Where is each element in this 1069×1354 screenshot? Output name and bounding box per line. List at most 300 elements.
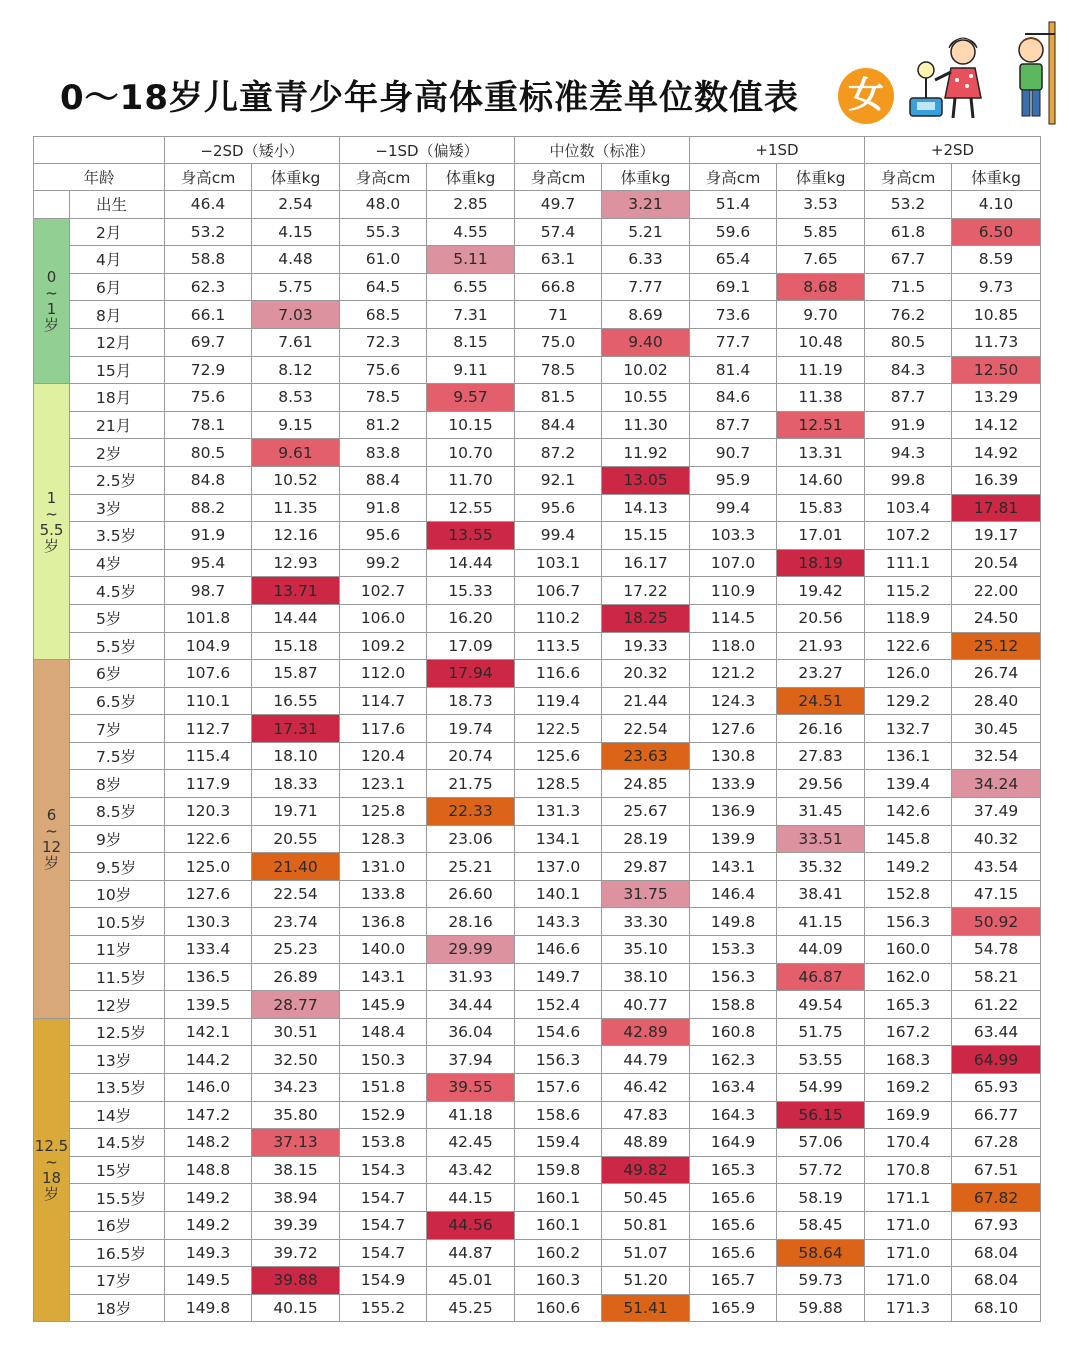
weight-cell: 16.17 bbox=[602, 549, 690, 577]
weight-cell: 14.60 bbox=[777, 466, 865, 494]
age-cell: 16岁 bbox=[70, 1211, 165, 1239]
table-row bbox=[34, 384, 1041, 412]
table-row bbox=[34, 301, 1041, 329]
height-cell: 102.7 bbox=[340, 577, 427, 605]
weight-cell: 16.55 bbox=[252, 687, 340, 715]
height-cell: 99.2 bbox=[340, 549, 427, 577]
weight-cell: 10.48 bbox=[777, 328, 865, 356]
header-row-sd-groups bbox=[34, 137, 1041, 164]
weight-cell: 57.72 bbox=[777, 1156, 865, 1184]
height-cell: 77.7 bbox=[690, 328, 777, 356]
age-group-label-line: ~ bbox=[45, 821, 58, 840]
height-cell: 92.1 bbox=[515, 466, 602, 494]
weight-cell: 20.32 bbox=[602, 660, 690, 688]
table-row bbox=[34, 1267, 1041, 1295]
height-cell: 61.0 bbox=[340, 246, 427, 274]
height-cell: 153.8 bbox=[340, 1129, 427, 1157]
height-cell: 110.9 bbox=[690, 577, 777, 605]
height-cell: 95.4 bbox=[165, 549, 252, 577]
weight-cell: 38.94 bbox=[252, 1184, 340, 1212]
table-row bbox=[34, 1046, 1041, 1074]
height-cell: 149.3 bbox=[165, 1239, 252, 1267]
female-badge: 女 bbox=[838, 68, 894, 124]
table-row bbox=[34, 1129, 1041, 1157]
height-cell: 151.8 bbox=[340, 1074, 427, 1102]
height-cell: 170.8 bbox=[865, 1156, 952, 1184]
height-cell: 148.2 bbox=[165, 1129, 252, 1157]
age-cell: 出生 bbox=[70, 191, 165, 219]
weight-cell: 31.93 bbox=[427, 963, 515, 991]
height-cell: 46.4 bbox=[165, 191, 252, 219]
age-group-label bbox=[34, 660, 70, 1019]
height-cell: 149.2 bbox=[865, 853, 952, 881]
height-cell: 136.9 bbox=[690, 798, 777, 826]
height-cell: 156.3 bbox=[865, 908, 952, 936]
weight-cell: 4.55 bbox=[427, 218, 515, 246]
height-cell: 136.1 bbox=[865, 742, 952, 770]
age-cell: 13岁 bbox=[70, 1046, 165, 1074]
table-row bbox=[34, 687, 1041, 715]
weight-cell: 21.75 bbox=[427, 770, 515, 798]
age-cell: 4.5岁 bbox=[70, 577, 165, 605]
weight-cell: 8.59 bbox=[952, 246, 1041, 274]
weight-cell: 22.54 bbox=[602, 715, 690, 743]
height-cell: 160.0 bbox=[865, 936, 952, 964]
table-row bbox=[34, 660, 1041, 688]
height-cell: 83.8 bbox=[340, 439, 427, 467]
weight-cell: 31.45 bbox=[777, 798, 865, 826]
weight-cell: 14.12 bbox=[952, 411, 1041, 439]
height-cell: 165.9 bbox=[690, 1294, 777, 1322]
height-cell: 118.0 bbox=[690, 632, 777, 660]
height-cell: 149.2 bbox=[165, 1184, 252, 1212]
weight-cell: 9.73 bbox=[952, 273, 1041, 301]
weight-cell: 10.55 bbox=[602, 384, 690, 412]
table-row bbox=[34, 273, 1041, 301]
weight-cell: 8.12 bbox=[252, 356, 340, 384]
height-cell: 160.1 bbox=[515, 1184, 602, 1212]
weight-cell: 59.73 bbox=[777, 1267, 865, 1295]
height-cell: 122.6 bbox=[865, 632, 952, 660]
age-cell: 5岁 bbox=[70, 604, 165, 632]
height-cell: 145.8 bbox=[865, 825, 952, 853]
height-cell: 66.8 bbox=[515, 273, 602, 301]
age-cell: 4月 bbox=[70, 246, 165, 274]
height-cell: 123.1 bbox=[340, 770, 427, 798]
height-cell: 98.7 bbox=[165, 577, 252, 605]
height-cell: 158.8 bbox=[690, 991, 777, 1019]
height-cell: 145.9 bbox=[340, 991, 427, 1019]
weight-cell: 38.10 bbox=[602, 963, 690, 991]
height-cell: 87.2 bbox=[515, 439, 602, 467]
weight-cell: 68.04 bbox=[952, 1267, 1041, 1295]
height-cell: 109.2 bbox=[340, 632, 427, 660]
weight-cell: 22.54 bbox=[252, 880, 340, 908]
height-cell: 80.5 bbox=[165, 439, 252, 467]
height-cell: 78.5 bbox=[515, 356, 602, 384]
weight-cell: 47.83 bbox=[602, 1101, 690, 1129]
weight-cell: 21.93 bbox=[777, 632, 865, 660]
height-cell: 68.5 bbox=[340, 301, 427, 329]
height-cell: 159.8 bbox=[515, 1156, 602, 1184]
table-body bbox=[34, 137, 1041, 1322]
height-cell: 114.7 bbox=[340, 687, 427, 715]
height-cell: 104.9 bbox=[165, 632, 252, 660]
age-group-label-line: 岁 bbox=[43, 1185, 59, 1204]
weight-cell: 39.39 bbox=[252, 1211, 340, 1239]
weight-cell: 64.99 bbox=[952, 1046, 1041, 1074]
age-cell: 9.5岁 bbox=[70, 853, 165, 881]
weight-cell: 40.77 bbox=[602, 991, 690, 1019]
table-row bbox=[34, 1184, 1041, 1212]
age-cell: 11岁 bbox=[70, 936, 165, 964]
height-cell: 88.2 bbox=[165, 494, 252, 522]
weight-cell: 24.50 bbox=[952, 604, 1041, 632]
table-row bbox=[34, 191, 1041, 219]
height-cell: 119.4 bbox=[515, 687, 602, 715]
height-cell: 154.6 bbox=[515, 1018, 602, 1046]
table-row bbox=[34, 798, 1041, 826]
height-cell: 165.3 bbox=[690, 1156, 777, 1184]
weight-cell: 8.53 bbox=[252, 384, 340, 412]
header-weight: 体重kg bbox=[252, 164, 340, 191]
age-cell: 10.5岁 bbox=[70, 908, 165, 936]
height-cell: 130.3 bbox=[165, 908, 252, 936]
weight-cell: 5.75 bbox=[252, 273, 340, 301]
height-cell: 170.4 bbox=[865, 1129, 952, 1157]
height-cell: 165.6 bbox=[690, 1184, 777, 1212]
height-cell: 129.2 bbox=[865, 687, 952, 715]
height-cell: 106.7 bbox=[515, 577, 602, 605]
height-cell: 140.0 bbox=[340, 936, 427, 964]
weight-cell: 36.04 bbox=[427, 1018, 515, 1046]
height-cell: 154.7 bbox=[340, 1211, 427, 1239]
weight-cell: 43.42 bbox=[427, 1156, 515, 1184]
height-cell: 150.3 bbox=[340, 1046, 427, 1074]
weight-cell: 6.33 bbox=[602, 246, 690, 274]
weight-cell: 61.22 bbox=[952, 991, 1041, 1019]
weight-cell: 35.10 bbox=[602, 936, 690, 964]
height-cell: 167.2 bbox=[865, 1018, 952, 1046]
weight-cell: 7.77 bbox=[602, 273, 690, 301]
age-cell: 16.5岁 bbox=[70, 1239, 165, 1267]
height-cell: 125.0 bbox=[165, 853, 252, 881]
age-cell: 6月 bbox=[70, 273, 165, 301]
height-cell: 149.5 bbox=[165, 1267, 252, 1295]
weight-cell: 35.80 bbox=[252, 1101, 340, 1129]
weight-cell: 21.40 bbox=[252, 853, 340, 881]
height-cell: 126.0 bbox=[865, 660, 952, 688]
age-cell: 2月 bbox=[70, 218, 165, 246]
weight-cell: 20.54 bbox=[952, 549, 1041, 577]
age-cell: 15月 bbox=[70, 356, 165, 384]
header-weight: 体重kg bbox=[602, 164, 690, 191]
height-cell: 127.6 bbox=[165, 880, 252, 908]
weight-cell: 38.41 bbox=[777, 880, 865, 908]
age-cell: 9岁 bbox=[70, 825, 165, 853]
table-row bbox=[34, 411, 1041, 439]
height-cell: 76.2 bbox=[865, 301, 952, 329]
height-cell: 136.5 bbox=[165, 963, 252, 991]
weight-cell: 37.49 bbox=[952, 798, 1041, 826]
weight-cell: 12.50 bbox=[952, 356, 1041, 384]
age-group-label-line: 岁 bbox=[43, 853, 59, 872]
height-cell: 157.6 bbox=[515, 1074, 602, 1102]
weight-cell: 39.72 bbox=[252, 1239, 340, 1267]
weight-cell: 14.44 bbox=[427, 549, 515, 577]
height-cell: 148.4 bbox=[340, 1018, 427, 1046]
height-cell: 164.3 bbox=[690, 1101, 777, 1129]
weight-cell: 67.51 bbox=[952, 1156, 1041, 1184]
header-weight: 体重kg bbox=[777, 164, 865, 191]
weight-cell: 10.15 bbox=[427, 411, 515, 439]
weight-cell: 34.44 bbox=[427, 991, 515, 1019]
weight-cell: 18.33 bbox=[252, 770, 340, 798]
height-cell: 171.1 bbox=[865, 1184, 952, 1212]
weight-cell: 2.85 bbox=[427, 191, 515, 219]
weight-cell: 46.42 bbox=[602, 1074, 690, 1102]
age-cell: 14岁 bbox=[70, 1101, 165, 1129]
weight-cell: 63.44 bbox=[952, 1018, 1041, 1046]
table-row bbox=[34, 963, 1041, 991]
height-cell: 136.8 bbox=[340, 908, 427, 936]
weight-cell: 49.82 bbox=[602, 1156, 690, 1184]
height-cell: 55.3 bbox=[340, 218, 427, 246]
age-cell: 11.5岁 bbox=[70, 963, 165, 991]
height-cell: 111.1 bbox=[865, 549, 952, 577]
weight-cell: 5.85 bbox=[777, 218, 865, 246]
age-group-label-line: 12.5 bbox=[34, 1137, 69, 1156]
height-cell: 154.7 bbox=[340, 1184, 427, 1212]
weight-cell: 57.06 bbox=[777, 1129, 865, 1157]
table-row bbox=[34, 991, 1041, 1019]
header-height: 身高cm bbox=[515, 164, 602, 191]
weight-cell: 25.12 bbox=[952, 632, 1041, 660]
weight-cell: 17.81 bbox=[952, 494, 1041, 522]
weight-cell: 28.16 bbox=[427, 908, 515, 936]
age-cell: 21月 bbox=[70, 411, 165, 439]
age-cell: 12月 bbox=[70, 328, 165, 356]
height-cell: 118.9 bbox=[865, 604, 952, 632]
weight-cell: 65.93 bbox=[952, 1074, 1041, 1102]
age-cell: 17岁 bbox=[70, 1267, 165, 1295]
height-cell: 120.4 bbox=[340, 742, 427, 770]
height-cell: 62.3 bbox=[165, 273, 252, 301]
weight-cell: 7.03 bbox=[252, 301, 340, 329]
height-cell: 110.2 bbox=[515, 604, 602, 632]
weight-cell: 53.55 bbox=[777, 1046, 865, 1074]
height-cell: 143.3 bbox=[515, 908, 602, 936]
age-group-label-line: 12 bbox=[41, 837, 62, 856]
weight-cell: 42.89 bbox=[602, 1018, 690, 1046]
height-cell: 122.5 bbox=[515, 715, 602, 743]
age-cell: 4岁 bbox=[70, 549, 165, 577]
header-height: 身高cm bbox=[165, 164, 252, 191]
weight-cell: 19.74 bbox=[427, 715, 515, 743]
weight-cell: 8.68 bbox=[777, 273, 865, 301]
age-cell: 12岁 bbox=[70, 991, 165, 1019]
weight-cell: 56.15 bbox=[777, 1101, 865, 1129]
table-row bbox=[34, 466, 1041, 494]
age-cell: 15.5岁 bbox=[70, 1184, 165, 1212]
age-group-blank bbox=[34, 191, 70, 219]
height-cell: 71.5 bbox=[865, 273, 952, 301]
height-cell: 139.4 bbox=[865, 770, 952, 798]
height-cell: 160.2 bbox=[515, 1239, 602, 1267]
age-cell: 6.5岁 bbox=[70, 687, 165, 715]
weight-cell: 15.18 bbox=[252, 632, 340, 660]
weight-cell: 54.99 bbox=[777, 1074, 865, 1102]
height-cell: 122.6 bbox=[165, 825, 252, 853]
height-cell: 137.0 bbox=[515, 853, 602, 881]
weight-cell: 5.21 bbox=[602, 218, 690, 246]
height-cell: 160.1 bbox=[515, 1211, 602, 1239]
height-cell: 67.7 bbox=[865, 246, 952, 274]
weight-cell: 7.61 bbox=[252, 328, 340, 356]
weight-cell: 12.51 bbox=[777, 411, 865, 439]
height-cell: 117.9 bbox=[165, 770, 252, 798]
age-group-label-line: 1 bbox=[46, 299, 57, 318]
height-cell: 84.6 bbox=[690, 384, 777, 412]
weight-cell: 9.15 bbox=[252, 411, 340, 439]
height-cell: 124.3 bbox=[690, 687, 777, 715]
weight-cell: 19.17 bbox=[952, 522, 1041, 550]
height-cell: 153.3 bbox=[690, 936, 777, 964]
age-cell: 14.5岁 bbox=[70, 1129, 165, 1157]
weight-cell: 27.83 bbox=[777, 742, 865, 770]
height-cell: 163.4 bbox=[690, 1074, 777, 1102]
weight-cell: 16.20 bbox=[427, 604, 515, 632]
weight-cell: 11.35 bbox=[252, 494, 340, 522]
height-cell: 158.6 bbox=[515, 1101, 602, 1129]
weight-cell: 67.93 bbox=[952, 1211, 1041, 1239]
height-cell: 84.8 bbox=[165, 466, 252, 494]
height-cell: 116.6 bbox=[515, 660, 602, 688]
height-cell: 125.6 bbox=[515, 742, 602, 770]
weight-cell: 28.77 bbox=[252, 991, 340, 1019]
weight-cell: 51.41 bbox=[602, 1294, 690, 1322]
height-cell: 57.4 bbox=[515, 218, 602, 246]
weight-cell: 26.16 bbox=[777, 715, 865, 743]
weight-cell: 3.53 bbox=[777, 191, 865, 219]
height-cell: 53.2 bbox=[165, 218, 252, 246]
height-cell: 61.8 bbox=[865, 218, 952, 246]
weight-cell: 44.79 bbox=[602, 1046, 690, 1074]
height-cell: 128.5 bbox=[515, 770, 602, 798]
weight-cell: 13.71 bbox=[252, 577, 340, 605]
table-row bbox=[34, 880, 1041, 908]
weight-cell: 17.09 bbox=[427, 632, 515, 660]
height-cell: 169.9 bbox=[865, 1101, 952, 1129]
age-cell: 7岁 bbox=[70, 715, 165, 743]
height-cell: 125.8 bbox=[340, 798, 427, 826]
header-weight: 体重kg bbox=[427, 164, 515, 191]
weight-cell: 11.73 bbox=[952, 328, 1041, 356]
height-cell: 133.9 bbox=[690, 770, 777, 798]
weight-cell: 21.44 bbox=[602, 687, 690, 715]
weight-cell: 9.61 bbox=[252, 439, 340, 467]
weight-cell: 67.82 bbox=[952, 1184, 1041, 1212]
weight-cell: 38.15 bbox=[252, 1156, 340, 1184]
weight-cell: 59.88 bbox=[777, 1294, 865, 1322]
weight-cell: 32.54 bbox=[952, 742, 1041, 770]
height-cell: 103.4 bbox=[865, 494, 952, 522]
header-group-median: 中位数（标准） bbox=[515, 137, 690, 164]
table-row bbox=[34, 549, 1041, 577]
weight-cell: 45.25 bbox=[427, 1294, 515, 1322]
height-cell: 53.2 bbox=[865, 191, 952, 219]
weight-cell: 34.23 bbox=[252, 1074, 340, 1102]
height-cell: 127.6 bbox=[690, 715, 777, 743]
height-cell: 112.7 bbox=[165, 715, 252, 743]
height-cell: 162.0 bbox=[865, 963, 952, 991]
header-weight: 体重kg bbox=[952, 164, 1041, 191]
height-cell: 156.3 bbox=[690, 963, 777, 991]
height-cell: 65.4 bbox=[690, 246, 777, 274]
weight-cell: 10.85 bbox=[952, 301, 1041, 329]
table-row bbox=[34, 715, 1041, 743]
height-cell: 133.4 bbox=[165, 936, 252, 964]
height-cell: 107.2 bbox=[865, 522, 952, 550]
weight-cell: 50.92 bbox=[952, 908, 1041, 936]
weight-cell: 25.67 bbox=[602, 798, 690, 826]
weight-cell: 14.13 bbox=[602, 494, 690, 522]
weight-cell: 54.78 bbox=[952, 936, 1041, 964]
height-cell: 73.6 bbox=[690, 301, 777, 329]
age-cell: 12.5岁 bbox=[70, 1018, 165, 1046]
weight-cell: 13.05 bbox=[602, 466, 690, 494]
weight-cell: 17.22 bbox=[602, 577, 690, 605]
table-row bbox=[34, 1101, 1041, 1129]
height-cell: 99.8 bbox=[865, 466, 952, 494]
height-cell: 48.0 bbox=[340, 191, 427, 219]
height-cell: 84.4 bbox=[515, 411, 602, 439]
height-cell: 84.3 bbox=[865, 356, 952, 384]
height-cell: 75.6 bbox=[340, 356, 427, 384]
weight-cell: 10.70 bbox=[427, 439, 515, 467]
height-cell: 128.3 bbox=[340, 825, 427, 853]
weight-cell: 10.02 bbox=[602, 356, 690, 384]
height-cell: 59.6 bbox=[690, 218, 777, 246]
height-cell: 95.6 bbox=[340, 522, 427, 550]
height-cell: 154.3 bbox=[340, 1156, 427, 1184]
height-cell: 154.7 bbox=[340, 1239, 427, 1267]
weight-cell: 16.39 bbox=[952, 466, 1041, 494]
header-group-plus1sd: +1SD bbox=[690, 137, 865, 164]
weight-cell: 6.55 bbox=[427, 273, 515, 301]
height-cell: 147.2 bbox=[165, 1101, 252, 1129]
height-cell: 152.4 bbox=[515, 991, 602, 1019]
height-cell: 69.1 bbox=[690, 273, 777, 301]
height-cell: 155.2 bbox=[340, 1294, 427, 1322]
height-cell: 162.3 bbox=[690, 1046, 777, 1074]
weight-cell: 4.48 bbox=[252, 246, 340, 274]
header-group-plus2sd: +2SD bbox=[865, 137, 1041, 164]
weight-cell: 66.77 bbox=[952, 1101, 1041, 1129]
height-cell: 142.1 bbox=[165, 1018, 252, 1046]
age-group-label-line: 18 bbox=[41, 1169, 62, 1188]
weight-cell: 18.25 bbox=[602, 604, 690, 632]
height-cell: 148.8 bbox=[165, 1156, 252, 1184]
weight-cell: 23.06 bbox=[427, 825, 515, 853]
weight-cell: 39.88 bbox=[252, 1267, 340, 1295]
height-cell: 160.8 bbox=[690, 1018, 777, 1046]
height-cell: 134.1 bbox=[515, 825, 602, 853]
table-row bbox=[34, 1239, 1041, 1267]
weight-cell: 39.55 bbox=[427, 1074, 515, 1102]
weight-cell: 17.94 bbox=[427, 660, 515, 688]
height-cell: 113.5 bbox=[515, 632, 602, 660]
